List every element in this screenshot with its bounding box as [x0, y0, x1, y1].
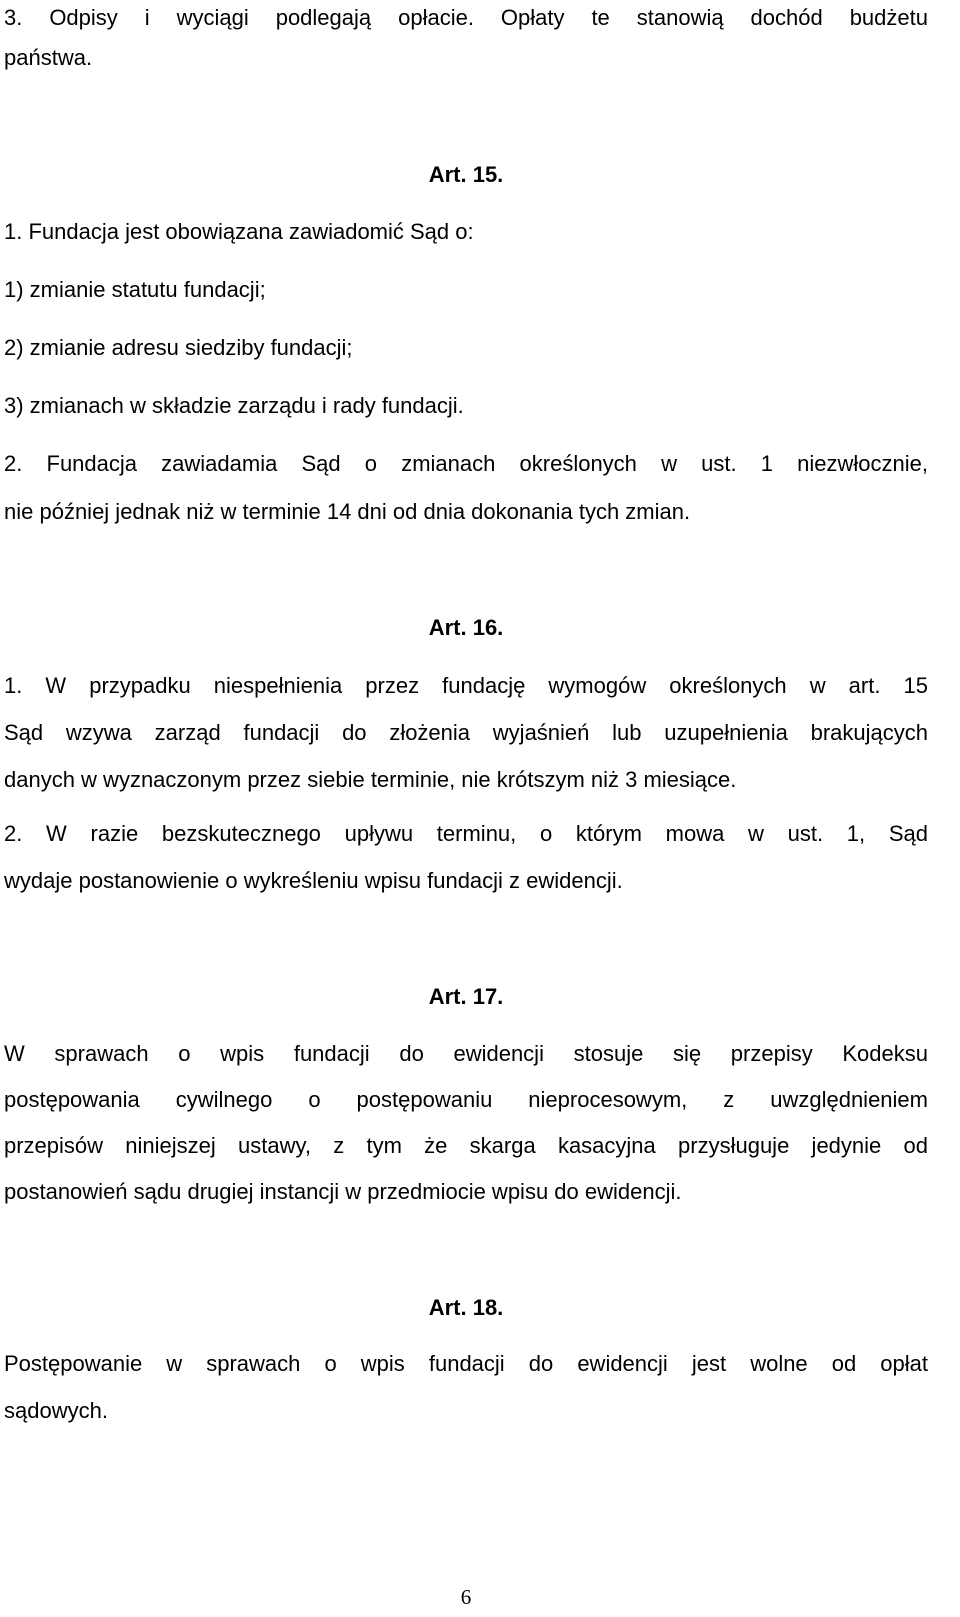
- paragraph-line: Postępowanie w sprawach o wpis fundacji do ewidencji jest wolne od opłat: [4, 1351, 928, 1376]
- article-heading-16: Art. 16.: [428, 615, 504, 640]
- article-heading-15: Art. 15.: [428, 162, 504, 187]
- paragraph-line: W sprawach o wpis fundacji do ewidencji stosuje się przepisy Kodeksu: [4, 1041, 928, 1066]
- paragraph-line: sądowych.: [4, 1398, 108, 1423]
- paragraph-line: postanowień sądu drugiej instancji w przedmiocie wpisu do ewidencji.: [4, 1179, 682, 1204]
- paragraph-line: przepisów niniejszej ustawy, z tym że skarga kasacyjna przysługuje jedynie od: [4, 1133, 928, 1158]
- paragraph-line: państwa.: [4, 45, 93, 70]
- paragraph-line: 1. Fundacja jest obowiązana zawiadomić Sąd o:: [4, 219, 474, 244]
- paragraph-line: nie później jednak niż w terminie 14 dni od dnia dokonania tych zmian.: [4, 499, 691, 524]
- article-heading-17: Art. 17.: [428, 984, 504, 1009]
- paragraph-line: 1. W przypadku niespełnienia przez fundację wymogów określonych w art. 15: [4, 673, 928, 698]
- paragraph-line: wydaje postanowienie o wykreśleniu wpisu fundacji z ewidencji.: [4, 868, 623, 893]
- list-item: 3) zmianach w składzie zarządu i rady fundacji.: [4, 393, 464, 418]
- list-item: 2) zmianie adresu siedziby fundacji;: [4, 335, 353, 360]
- page-number: 6: [460, 1585, 472, 1609]
- paragraph-line: 3. Odpisy i wyciągi podlegają opłacie. Opłaty te stanowią dochód budżetu: [4, 5, 928, 30]
- list-item: 1) zmianie statutu fundacji;: [4, 277, 266, 302]
- paragraph-line: Sąd wzywa zarząd fundacji do złożenia wyjaśnień lub uzupełnienia brakujących: [4, 720, 928, 745]
- paragraph-line: danych w wyznaczonym przez siebie terminie, nie krótszym niż 3 miesiące.: [4, 767, 737, 792]
- article-heading-18: Art. 18.: [428, 1295, 504, 1320]
- paragraph-line: postępowania cywilnego o postępowaniu nieprocesowym, z uwzględnieniem: [4, 1087, 928, 1112]
- paragraph-line: 2. W razie bezskutecznego upływu terminu, o którym mowa w ust. 1, Sąd: [4, 821, 928, 846]
- paragraph-line: 2. Fundacja zawiadamia Sąd o zmianach określonych w ust. 1 niezwłocznie,: [4, 451, 928, 476]
